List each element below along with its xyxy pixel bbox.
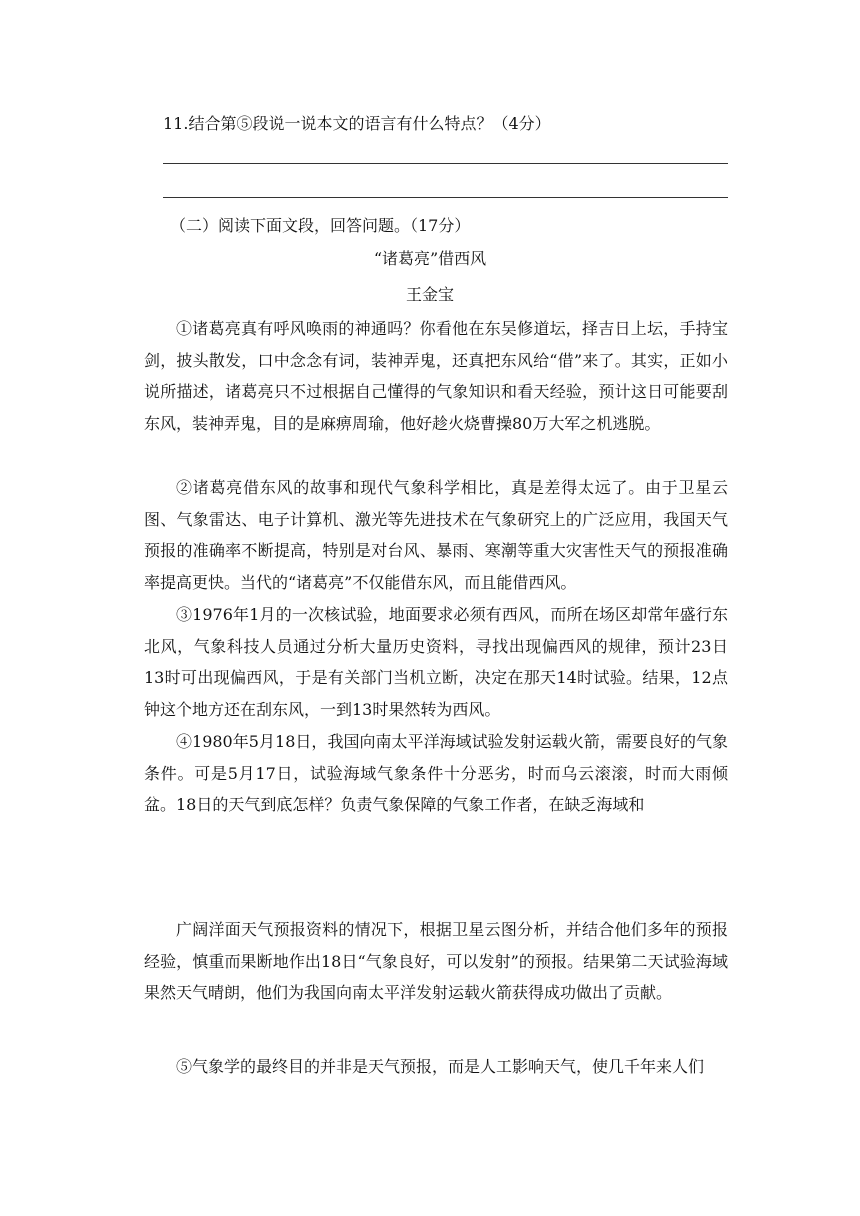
paragraph-4: ④1980年5月18日，我国向南太平洋海域试验发射运载火箭，需要良好的气象条件。可是5月17日，试验海域气象条件十分恶劣，时而乌云滚滚，时而大雨倾盆。18日的天气到底怎样？负责气象保障的气象工作者，在缺乏海域和 [144, 732, 728, 814]
section-heading: （二）阅读下面文段，回答问题。（17分） [170, 216, 471, 235]
article-title: “诸葛亮”借西风 [373, 249, 487, 268]
paragraph-1: ①诸葛亮真有呼风唤雨的神通吗？你看他在东吴修道坛，择吉日上坛，手持宝剑，披头散发，口中念念有词，装神弄鬼，还真把东风给“借”来了。其实，正如小说所描述，诸葛亮只不过根据自己懂得的气象知识和看天经验，预计这日可能要刮东风，装神弄鬼，目的是麻痹周瑜，他好趁火烧曹操80万大军之机逃脱。 [144, 319, 728, 433]
answer-line-1 [163, 163, 728, 164]
question-11: 11.结合第⑤段说一说本文的语言有什么特点？（4分） [163, 114, 551, 133]
paragraph-4-continued: 广阔洋面天气预报资料的情况下，根据卫星云图分析，并结合他们多年的预报经验，慎重而果断地作出18日“气象良好，可以发射”的预报。结果第二天试验海域果然天气晴朗，他们为我国向南太平洋发射运载火箭获得成功做出了贡献。 [144, 920, 728, 1002]
answer-line-2 [163, 197, 728, 198]
article-author: 王金宝 [405, 285, 454, 304]
paragraph-2: ②诸葛亮借东风的故事和现代气象科学相比，真是差得太远了。由于卫星云图、气象雷达、电子计算机、激光等先进技术在气象研究上的广泛应用，我国天气预报的准确率不断提高，特别是对台风、暴雨、寒潮等重大灾害性天气的预报准确率提高更快。当代的“诸葛亮”不仅能借东风，而且能借西风。 [144, 478, 728, 592]
paragraph-5: ⑤气象学的最终目的并非是天气预报，而是人工影响天气，使几千年来人们 [176, 1057, 705, 1076]
paragraph-3: ③1976年1月的一次核试验，地面要求必须有西风，而所在场区却常年盛行东北风，气象科技人员通过分析大量历史资料，寻找出现偏西风的规律，预计23日13时可出现偏西风，于是有关部门当机立断，决定在那天14时试验。结果，12点钟这个地方还在刮东风，一到13时果然转为西风。 [144, 605, 728, 719]
